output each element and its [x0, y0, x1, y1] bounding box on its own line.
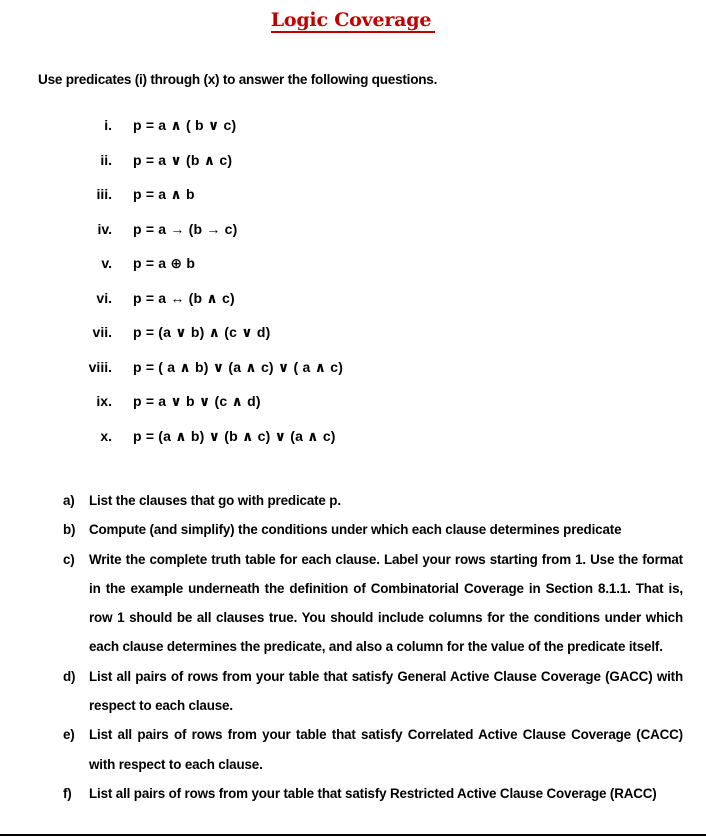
- predicate-expression: p = a ↔ (b ∧ c): [133, 289, 235, 306]
- predicate-expression: p = a ⊕ b: [133, 255, 196, 271]
- question-letter: b): [63, 522, 76, 538]
- predicate-number: ii.: [100, 151, 112, 168]
- predicate-expression: p = (a ∨ b) ∧ (c ∨ d): [133, 324, 271, 340]
- predicate-expression: p = a ∨ (b ∧ c): [133, 151, 233, 168]
- bottom-divider: [0, 834, 706, 836]
- question-letter: d): [63, 668, 76, 684]
- predicate-item: [0, 181, 706, 216]
- predicate-item: [0, 319, 706, 354]
- predicate-item: [0, 250, 706, 285]
- question-item: [0, 486, 706, 515]
- predicate-item: [0, 354, 706, 389]
- question-text: Write the complete truth table for each clause. Label your rows starting from 1. Use the format in the example underneath the definition of Combinatorial Coverage in Section 8.1.1. That is, row 1 should be all clauses true. You should include columns for the conditions under which each clause determines the predicate, and also a column for the value of the predicate itself.: [89, 551, 683, 655]
- predicate-item: [0, 112, 706, 147]
- predicate-item: [0, 216, 706, 251]
- predicate-number: x.: [100, 427, 112, 444]
- predicate-number: viii.: [88, 358, 112, 375]
- predicate-number: ix.: [96, 393, 112, 409]
- predicate-expression: p = a ∧ b: [133, 186, 195, 202]
- predicate-number: vii.: [92, 324, 112, 340]
- question-letter: c): [63, 551, 75, 567]
- question-list: [0, 486, 706, 808]
- predicate-expression: p = ( a ∧ b) ∨ (a ∧ c) ∨ ( a ∧ c): [133, 358, 344, 375]
- predicate-item: [0, 388, 706, 423]
- question-text: List all pairs of rows from your table that satisfy Correlated Active Clause Coverage (CACC) with respect to each clause.: [89, 727, 683, 772]
- predicate-expression: p = a ∧ ( b ∨ c): [133, 117, 237, 133]
- page-title: [0, 9, 706, 32]
- predicate-item: [0, 147, 706, 182]
- question-item: [0, 720, 706, 779]
- question-letter: f): [63, 785, 72, 801]
- predicate-number: iv.: [97, 220, 112, 237]
- question-letter: e): [63, 727, 75, 743]
- question-text: List the clauses that go with predicate p.: [89, 493, 341, 508]
- predicate-expression: p = (a ∧ b) ∨ (b ∧ c) ∨ (a ∧ c): [133, 427, 336, 444]
- question-text: Compute (and simplify) the conditions under which each clause determines predicate: [89, 522, 622, 538]
- question-text: List all pairs of rows from your table that satisfy Restricted Active Clause Coverage (RACC): [89, 785, 657, 801]
- predicate-number: i.: [104, 117, 112, 133]
- predicate-expression: p = a ∨ b ∨ (c ∧ d): [133, 393, 261, 409]
- predicate-item: [0, 285, 706, 320]
- predicate-item: [0, 423, 706, 458]
- predicate-expression: p = a → (b → c): [133, 220, 238, 237]
- predicate-number: v.: [101, 255, 112, 271]
- question-item: [0, 515, 706, 544]
- question-item: [0, 545, 706, 662]
- question-item: [0, 779, 706, 808]
- question-letter: a): [63, 493, 75, 508]
- question-item: [0, 662, 706, 721]
- intro-text: Use predicates (i) through (x) to answer the following questions.: [38, 72, 438, 87]
- predicate-list: [0, 112, 706, 457]
- predicate-number: iii.: [96, 186, 112, 202]
- page-title-text: Logic Coverage: [271, 9, 436, 33]
- predicate-number: vi.: [96, 289, 112, 306]
- question-text: List all pairs of rows from your table that satisfy General Active Clause Coverage (GACC) with respect to each clause.: [89, 668, 683, 714]
